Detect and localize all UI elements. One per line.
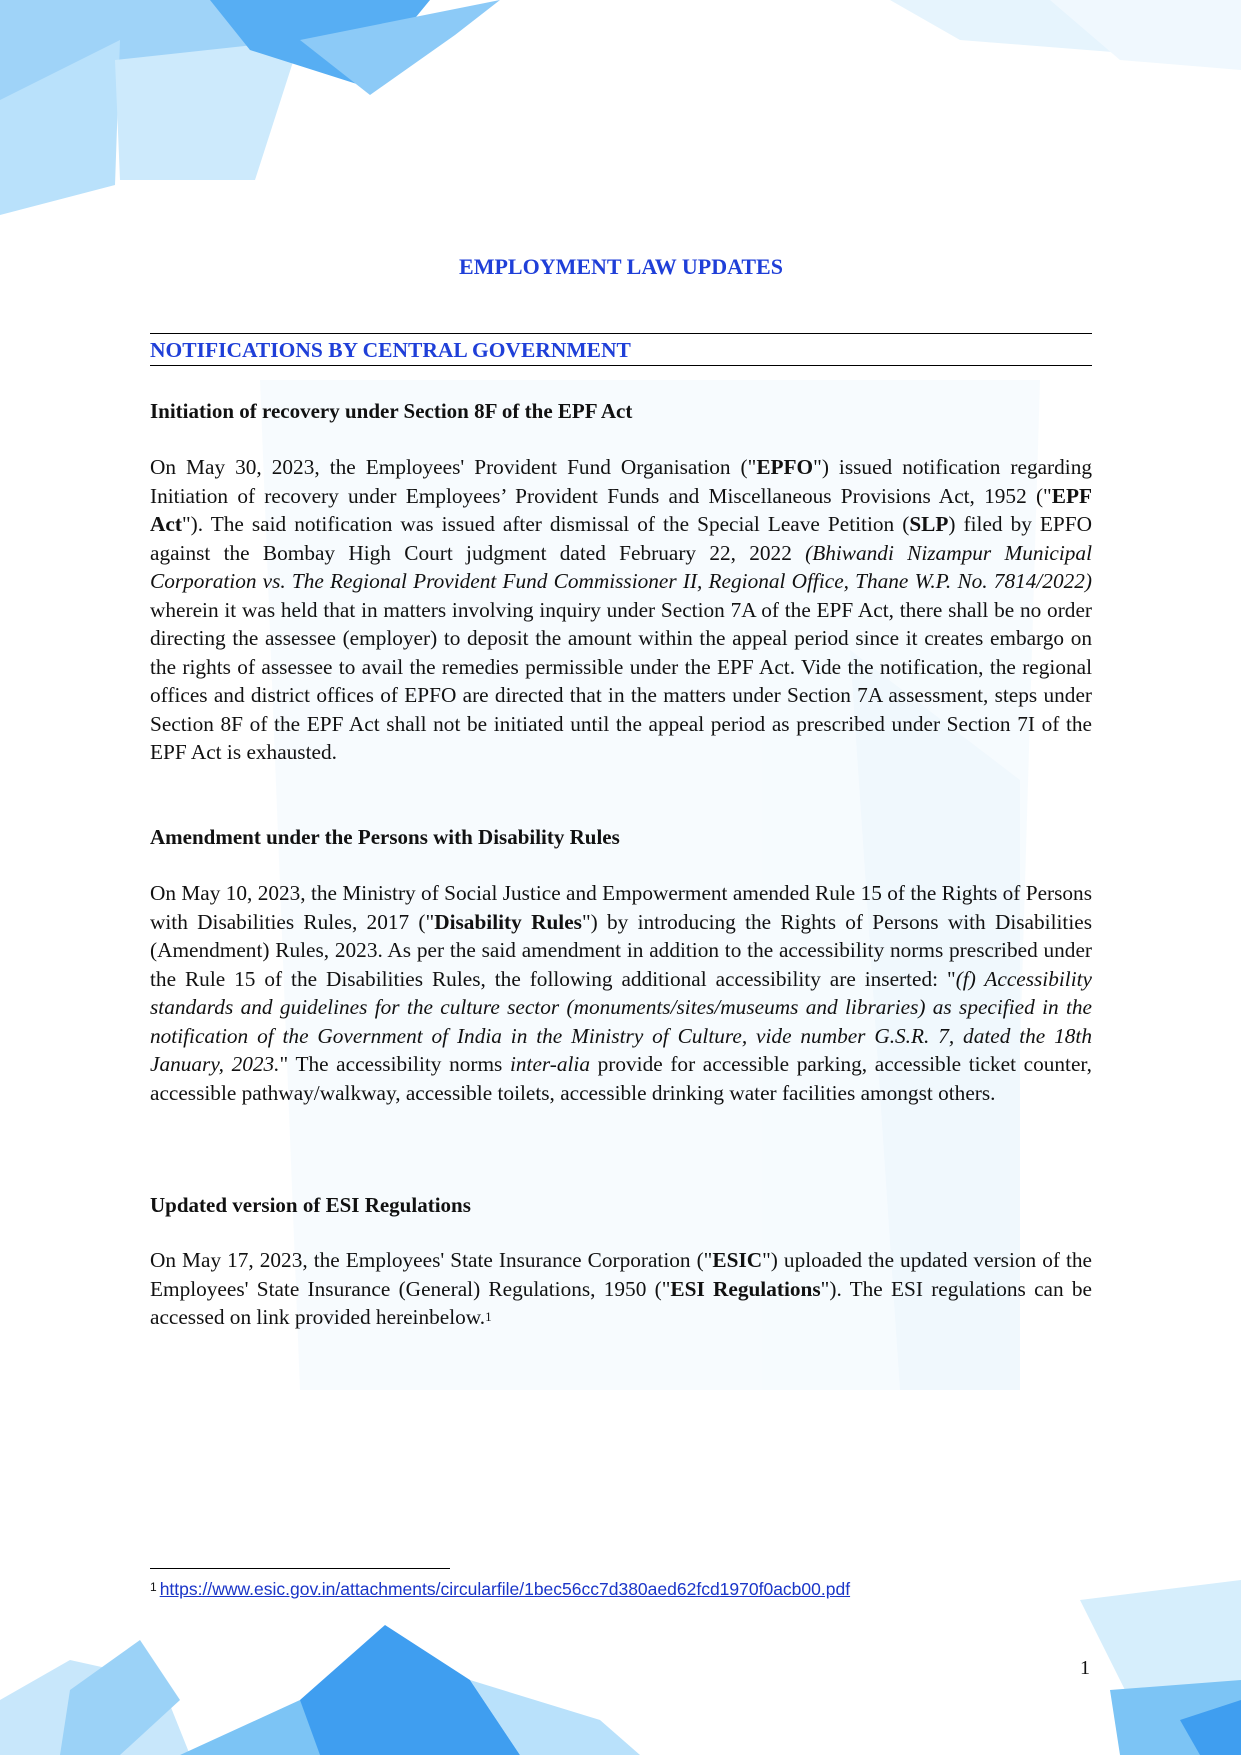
footnote-reference: 1	[485, 1309, 492, 1324]
subheading-disability-rules: Amendment under the Persons with Disability Rules	[150, 825, 620, 849]
footnote	[150, 1578, 850, 1600]
section-heading: NOTIFICATIONS BY CENTRAL GOVERNMENT	[150, 338, 631, 362]
page-number: 1	[1080, 1657, 1090, 1679]
decor-shape-top-left-3	[115, 40, 300, 180]
footnote-link[interactable]: https://www.esic.gov.in/attachments/circularfile/1bec56cc7d380aed62fcd1970f0acb00.pdf	[159, 1579, 851, 1599]
subheading-esi-regulations: Updated version of ESI Regulations	[150, 1193, 471, 1217]
subheading-epf-recovery: Initiation of recovery under Section 8F of the EPF Act	[150, 399, 633, 423]
paragraph-esi-regulations: On May 17, 2023, the Employees' State Insurance Corporation ("ESIC") uploaded the updated version of the Employees' State Insurance (General) Regulations, 1950 ("ESI Regulations"). The ESI regulations can be accessed on link provided hereinbelow.$^1$	[150, 1248, 1093, 1329]
document-title: EMPLOYMENT LAW UPDATES	[459, 254, 783, 279]
paragraph-epf-recovery: On May 30, 2023, the Employees' Provident Fund Organisation ("EPFO") issued notification regarding Initiation of recovery under Employees’ Provident Funds and Miscellaneous Provisions Act, 1952 ("EPF Act"). The said notification was issued after dismissal of the Special Leave Petition (SLP) filed by EPFO against the Bombay High Court judgment dated February 22, 2022 (Bhiwandi Nizampur Municipal Corporation vs. The Regional Provident Fund Commissioner II, Regional Office, Thane W.P. No. 7814/2022) wherein it was held that in matters involving inquiry under Section 7A of the EPF Act, there shall be no order directing the assessee (employer) to deposit the amount within the appeal period since it creates embargo on the rights of assessee to avail the remedies permissible under the EPF Act. Vide the notification, the regional offices and district offices of EPFO are directed that in the matters under Section 7A assessment, steps under Section 8F of the EPF Act shall not be initiated until the appeal period as prescribed under Section 7I of the EPF Act is exhausted.	[150, 455, 1093, 764]
paragraph-disability-rules: On May 10, 2023, the Ministry of Social Justice and Empowerment amended Rule 15 of the Rights of Persons with Disabilities Rules, 2017 ("Disability Rules") by introducing the Rights of Persons with Disabilities (Amendment) Rules, 2023. As per the said amendment in addition to the accessibility norms prescribed under the Rule 15 of the Disabilities Rules, the following additional accessibility are inserted: "(f) Accessibility standards and guidelines for the culture sector (monuments/sites/museums and libraries) as specified in the notification of the Government of India in the Ministry of Culture, vide number G.S.R. 7, dated the 18th January, 2023." The accessibility norms inter-alia provide for accessible parking, accessible ticket counter, accessible pathway/walkway, accessible toilets, accessible drinking water facilities amongst others.	[150, 881, 1092, 1105]
footnote-number: 1	[150, 1580, 157, 1594]
decor-shape-bottom-left-4	[180, 1700, 320, 1755]
footnote-separator	[150, 1568, 450, 1569]
section-header-bar	[150, 333, 1092, 366]
